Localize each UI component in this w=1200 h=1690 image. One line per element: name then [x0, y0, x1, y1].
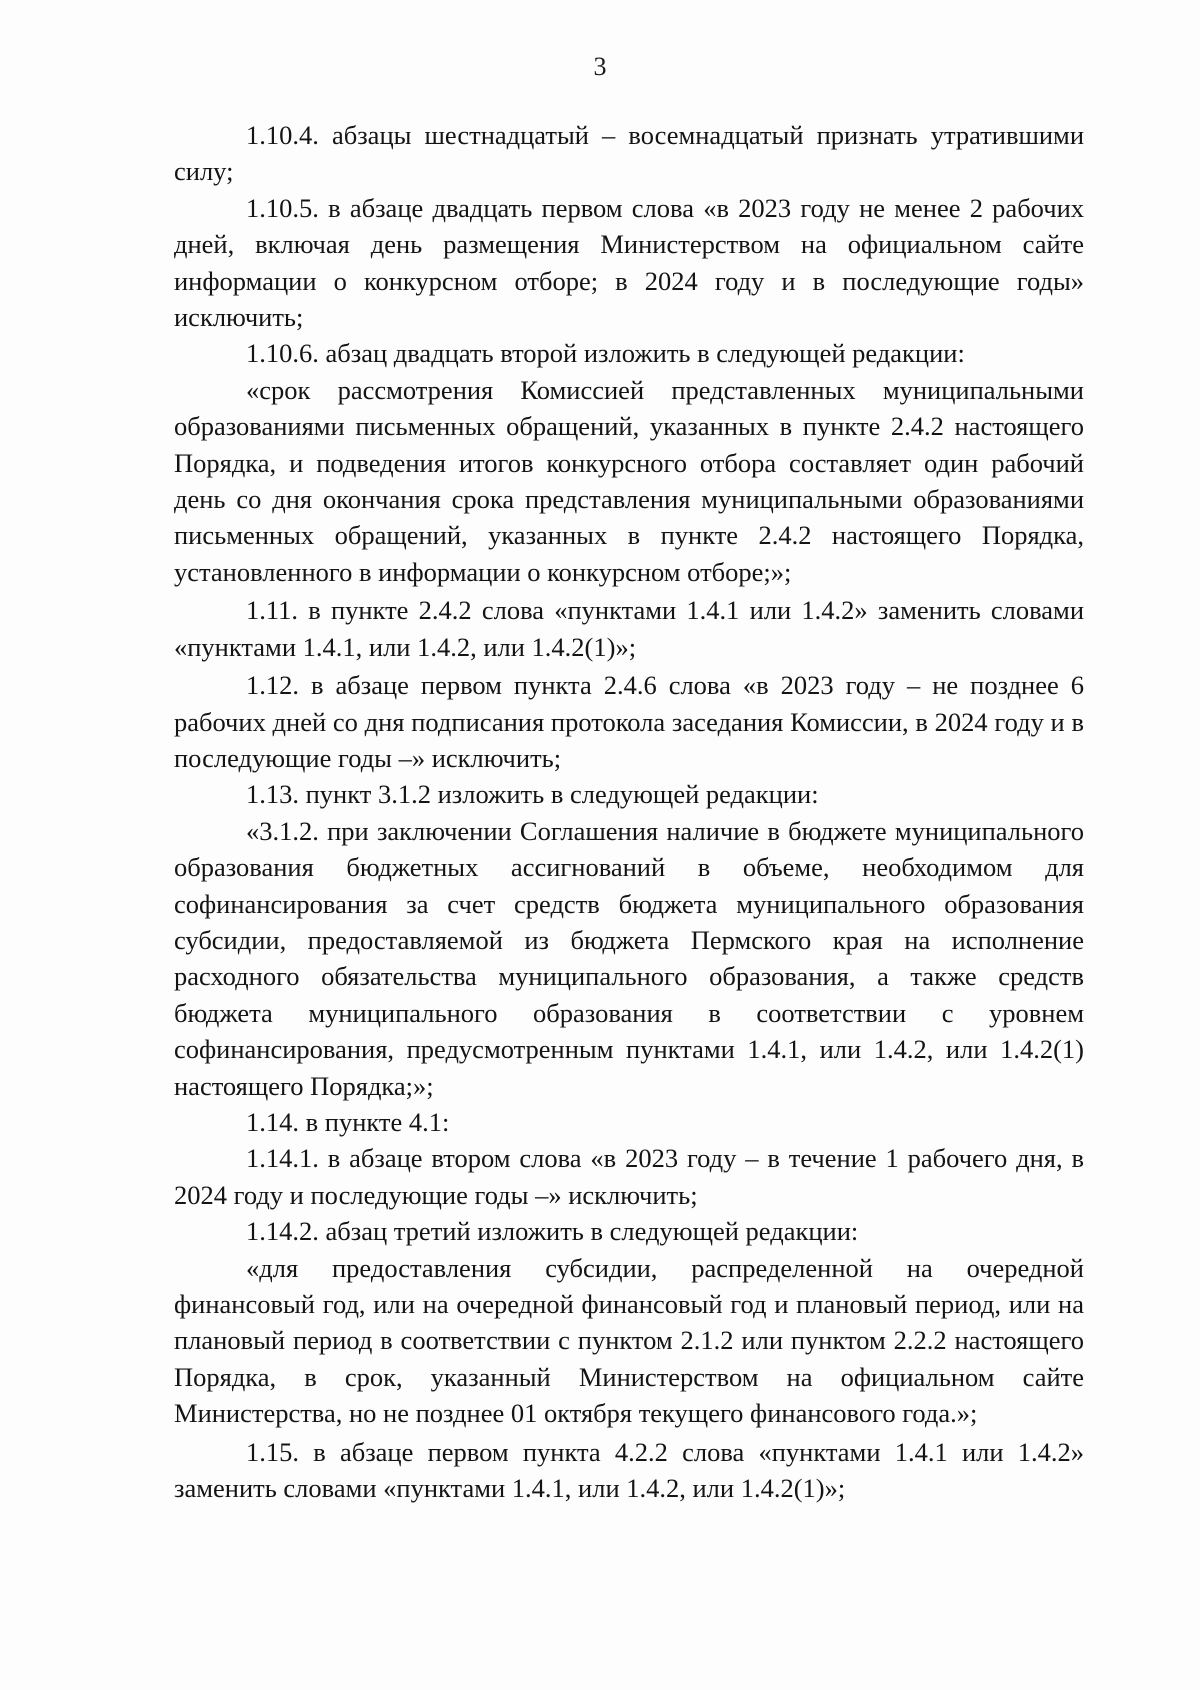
paragraph-1-13: 1.13. пункт 3.1.2 изложить в следующей редакции:: [246, 779, 819, 810]
paragraph-1-14-2: 1.14.2. абзац третий изложить в следующей редакции:: [246, 1216, 859, 1247]
paragraph-1-15: 1.15. в абзаце первом пункта 4.2.2 слова «пунктами 1.4.1 или 1.4.2» заменить словами «пунктами 1.4.1, или 1.4.2, или 1.4.2(1)»;: [174, 1436, 1084, 1504]
paragraph-1-10-4: 1.10.4. абзацы шестнадцатый – восемнадцатый признать утратившими силу;: [174, 120, 1084, 187]
paragraph-1-10-5: 1.10.5. в абзаце двадцать первом слова «в 2023 году не менее 2 рабочих дней, включая день размещения Министерством на официальном сайте информации о конкурсном отборе; в 2024 году и в последующие годы» исключить;: [174, 192, 1084, 333]
paragraph-quote-3-1-2: «3.1.2. при заключении Соглашения наличие в бюджете муниципального образования бюджетных ассигнований в объеме, необходимом для софинансирования за счет средств бюджета муниципального образования субсидии, предоставляемой из бюджета Пермского края на исполнение расходного обязательства муниципального образования, а также средств бюджета муниципального образования в соответствии с уровнем софинансирования, предусмотренным пунктами 1.4.1, или 1.4.2, или 1.4.2(1) настоящего Порядка;»;: [174, 815, 1084, 1101]
paragraph-1-11: 1.11. в пункте 2.4.2 слова «пунктами 1.4.1 или 1.4.2» заменить словами «пунктами 1.4.1, или 1.4.2, или 1.4.2(1)»;: [174, 595, 1084, 662]
paragraph-1-14-1: 1.14.1. в абзаце втором слова «в 2023 году – в течение 1 рабочего дня, в 2024 году и последующие годы –» исключить;: [174, 1143, 1084, 1210]
paragraph-1-14: 1.14. в пункте 4.1:: [246, 1106, 450, 1137]
paragraph-quote-dlya: «для предоставления субсидии, распределенной на очередной финансовый год, или на очередной финансовый год и плановый период, или на плановый период в соответствии с пунктом 2.1.2 или пунктом 2.2.2 настоящего Порядка, в срок, указанный Министерством на официальном сайте Министерства, но не позднее 01 октября текущего финансового года.»;: [174, 1252, 1084, 1429]
document-body: [174, 117, 1084, 1506]
paragraph-1-10-6: 1.10.6. абзац двадцать второй изложить в следующей редакции:: [246, 338, 965, 369]
page-number: 3: [593, 52, 607, 81]
paragraph-quote-srok: «срок рассмотрения Комиссией представленных муниципальными образованиями письменных обращений, указанных в пункте 2.4.2 настоящего Порядка, и подведения итогов конкурсного отбора составляет один рабочий день со дня окончания срока представления муниципальными образованиями письменных обращений, указанных в пункте 2.4.2 настоящего Порядка, установленного в информации о конкурсном отборе;»;: [174, 374, 1084, 587]
paragraph-1-12: 1.12. в абзаце первом пункта 2.4.6 слова «в 2023 году – не позднее 6 рабочих дней со дня подписания протокола заседания Комиссии, в 2024 году и в последующие годы –» исключить;: [174, 670, 1084, 773]
